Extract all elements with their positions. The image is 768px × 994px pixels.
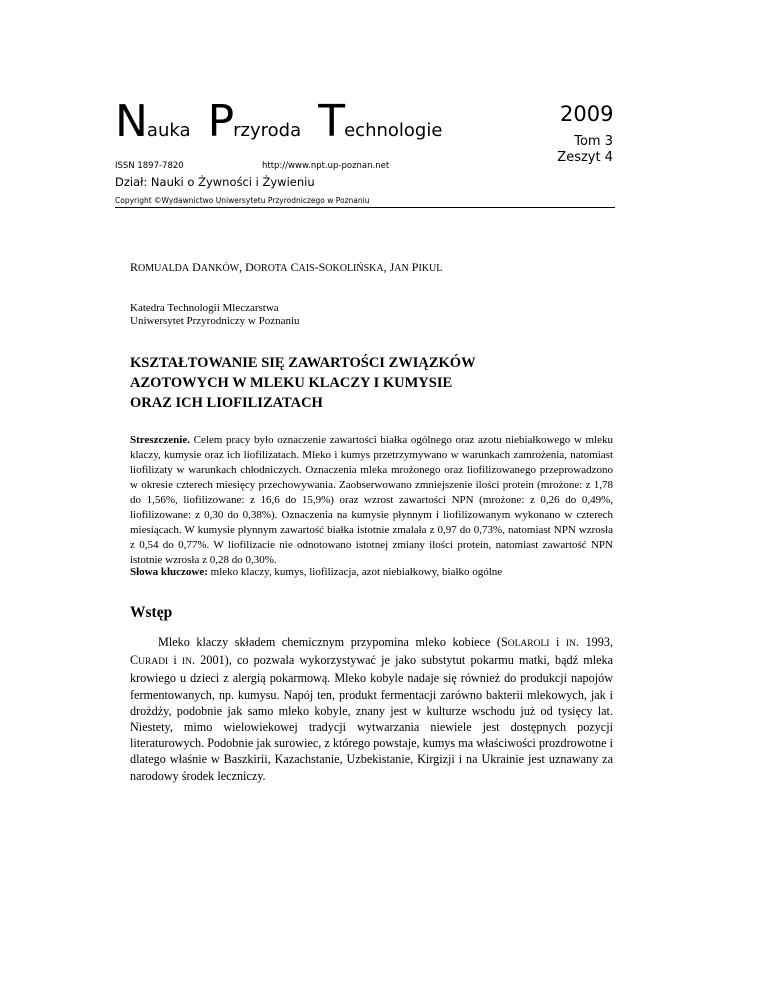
abstract-label: Streszczenie. bbox=[130, 434, 190, 446]
paper-title-line: AZOTOWYCH W MLEKU KLACZY I KUMYSIE bbox=[130, 375, 453, 391]
author-name: ROMUALDA DANKÓW bbox=[130, 260, 240, 274]
abstract bbox=[130, 433, 613, 568]
journal-title-initial: P bbox=[207, 96, 234, 147]
affiliation bbox=[130, 302, 300, 328]
issn: ISSN 1897-7820 bbox=[115, 161, 184, 171]
paper-title bbox=[130, 353, 476, 413]
journal-title bbox=[115, 96, 454, 147]
journal-url[interactable]: http://www.npt.up-poznan.net bbox=[262, 161, 390, 171]
paper-title-line: KSZTAŁTOWANIE SIĘ ZAWARTOŚCI ZWIĄZKÓW bbox=[130, 355, 476, 371]
journal-title-word: echnologie bbox=[344, 120, 443, 141]
author-name: DOROTA CAIS-SOKOLIŃSKA bbox=[245, 260, 384, 274]
abstract-text: Celem pracy było oznaczenie zawartości białka ogólnego oraz azotu niebiałkowego w mleku klaczy, kumysie oraz ich liofilizatach. Mleko i kumys przetrzymywano w warunkach zamrożenia, natomiast liofilizaty w warunkach chłodniczych. Oznaczenia mleka mrożonego oraz liofilizowanego przeprowadzono w okresie czterech miesięcy przechowywania. Zaobserwowano zmniejszenie ilości protein (mrożone: z 1,78 do 1,56%, liofilizowane: z 16,6 do 15,9%) oraz wzrost zawartości NPN (mrożone: z 0,26 do 0,49%, liofilizowane: z 0,30 do 0,38%). Oznaczenia na kumysie płynnym i liofilizowanym wykonano w czterech miesiącach. W kumysie płynnym zawartość białka istotnie zmalała z 0,97 do 0,73%, natomiast NPN wzrosła z 0,54 do 0,77%. W liofilizacie nie odnotowano istotnej zmiany ilości protein, natomiast zawartość NPN istotnie wzrosła z 0,28 do 0,30%. bbox=[130, 434, 613, 566]
keywords-label: Słowa kluczowe: bbox=[130, 566, 208, 578]
section-heading: Wstęp bbox=[130, 604, 173, 621]
journal-title-word: auka bbox=[146, 120, 191, 141]
citation: CURADI i IN bbox=[130, 653, 193, 668]
authors: ROMUALDA DANKÓW, DOROTA CAIS-SOKOLIŃSKA, JAN PIKUL bbox=[130, 260, 443, 274]
keywords bbox=[130, 566, 502, 578]
paper-title-line: ORAZ ICH LIOFILIZATACH bbox=[130, 395, 323, 411]
intro-paragraph: Mleko klaczy składem chemicznym przypomina mleko kobiece (SOLAROLI i IN. 1993, CURADI i IN. 2001), co pozwala wykorzystywać je jako substytut pokarmu matki, bądź mleka krowiego u dzieci z alergią pokarmową. Mleko kobyle nadaje się również do produkcji napojów fermentowanych, np. kumysu. Napój ten, produkt fermentacji zarówno bakterii mlekowych, jak i drożdży, podobnie jak samo mleko kobyle, znany jest w kulturze wschodu już od tysięcy lat. Niestety, mimo wielowiekowej tradycji wytwarzania niewiele jest dostępnych pozycji literaturowych. Podobnie jak surowiec, z którego powstaje, kumys ma właściwości prozdrowotne i dlatego właśnie w Baszkirii, Kazachstanie, Uzbekistanie, Kirgizji i na Ukrainie jest uznawany za narodowy środek leczniczy. bbox=[130, 635, 614, 783]
affiliation-line: Katedra Technologii Mleczarstwa bbox=[130, 302, 279, 314]
journal-section: Dział: Nauki o Żywności i Żywieniu bbox=[115, 175, 315, 189]
citation: SOLAROLI i IN. 1993, bbox=[500, 635, 614, 649]
affiliation-line: Uniwersytet Przyrodniczy w Poznaniu bbox=[130, 315, 300, 327]
header-divider bbox=[115, 207, 615, 208]
author-name: JAN PIKUL bbox=[389, 260, 443, 274]
issue-number: Zeszyt 4 bbox=[557, 150, 613, 165]
issue-volume: Tom 3 bbox=[574, 134, 613, 149]
issue-year: 2009 bbox=[560, 102, 614, 126]
keywords-text: mleko klaczy, kumys, liofilizacja, azot niebiałkowy, białko ogólne bbox=[210, 566, 503, 578]
copyright-notice: Copyright ©Wydawnictwo Uniwersytetu Przyrodniczego w Poznaniu bbox=[115, 196, 370, 205]
journal-title-initial: T bbox=[318, 96, 345, 147]
journal-title-initial: N bbox=[115, 96, 147, 147]
journal-title-word: rzyroda bbox=[233, 120, 302, 141]
